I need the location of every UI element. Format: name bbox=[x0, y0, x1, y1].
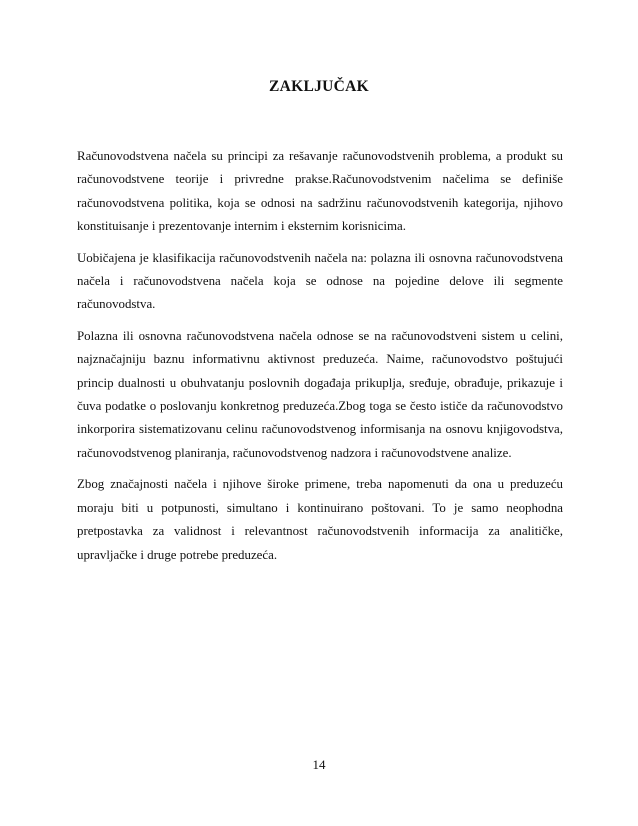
paragraph-2: Uobičajena je klasifikacija računovodstvenih načela na: polazna ili osnovna računovodstvena načela i računovodstvena načela koja se odnose na pojedine delove ili segmente računovodstva. bbox=[77, 250, 563, 312]
page-number: 14 bbox=[312, 757, 326, 772]
body-text bbox=[77, 145, 563, 575]
page-title: ZAKLJUČAK bbox=[268, 78, 369, 95]
paragraph-1: Računovodstvena načela su principi za rešavanje računovodstvenih problema, a produkt su računovodstvene teorije i privredne prakse.Računovodstvenim načelima se definiše računovodstvena politika, koja se odnosi na sadržinu računovodstvenih kategorija, njihovo konstituisanje i prezentovanje internim i eksternim korisnicima. bbox=[77, 149, 563, 234]
paragraph-3: Polazna ili osnovna računovodstvena načela odnose se na računovodstveni sistem u celini, najznačajniju baznu informativnu aktivnost preduzeća. Naime, računovodstvo poštujući princip dualnosti u obuhvatanju poslovnih događaja prikuplja, sređuje, obrađuje, prikazuje i čuva podatke o poslovanju konkretnog preduzeća.Zbog toga se često ističe da računovodstvo inkorporira sistematizovanu celinu računovodstvenog informisanja na osnovu knjigovodstva, računovodstvenog planiranja, računovodstvenog nadzora i računovodstvene analize. bbox=[77, 328, 563, 460]
paragraph-4: Zbog značajnosti načela i njihove široke primene, treba napomenuti da ona u preduzeću moraju biti u potpunosti, simultano i kontinuirano poštovani. To je samo neophodna pretpostavka za validnost i relevantnost računovodstvenih informacija za analitičke, upravljačke i druge potrebe preduzeća. bbox=[77, 477, 563, 562]
